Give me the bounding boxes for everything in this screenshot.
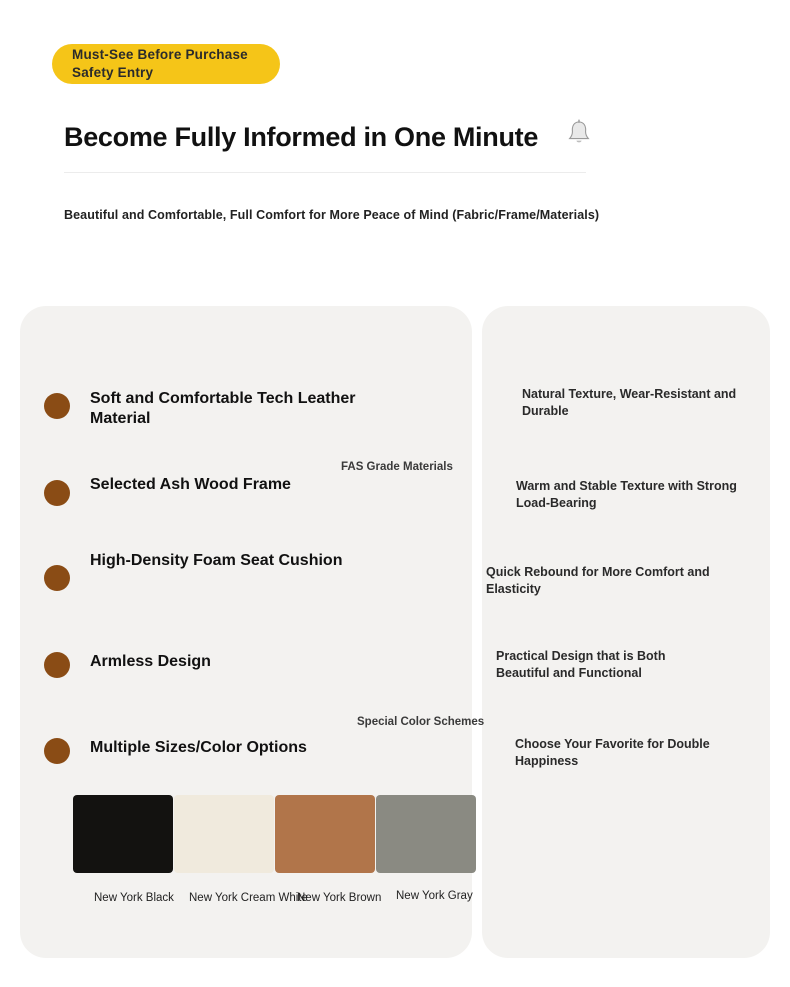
color-swatch[interactable]	[275, 795, 375, 873]
feature-bullet-3	[44, 565, 70, 591]
feature-desc-4: Practical Design that is Both Beautiful and Functional	[496, 649, 666, 680]
feature-title-4: Armless Design	[90, 653, 211, 670]
color-swatch-label: New York Cream White	[189, 892, 308, 904]
feature-bullet-2	[44, 480, 70, 506]
color-swatch[interactable]	[73, 795, 173, 873]
headline-divider	[64, 172, 586, 173]
color-swatch-label: New York Brown	[297, 892, 382, 904]
feature-note-2: FAS Grade Materials	[341, 461, 453, 473]
feature-note-5: Special Color Schemes	[357, 716, 485, 728]
feature-desc-2: Warm and Stable Texture with Strong Load-Bearing	[516, 479, 737, 510]
feature-desc-3: Quick Rebound for More Comfort and Elasticity	[486, 565, 710, 596]
color-swatch[interactable]	[376, 795, 476, 873]
color-swatch-label: New York Gray	[396, 890, 473, 902]
feature-title-2: Selected Ash Wood Frame	[90, 476, 291, 493]
badge-line-1: Must-See Before Purchase	[72, 46, 248, 62]
must-see-badge	[52, 44, 280, 84]
feature-bullet-1	[44, 393, 70, 419]
feature-title-1: Soft and Comfortable Tech Leather Material	[90, 390, 356, 427]
page-title: Become Fully Informed in One Minute	[64, 122, 539, 152]
feature-title-5: Multiple Sizes/Color Options	[90, 739, 307, 756]
color-swatch[interactable]	[174, 795, 274, 873]
subtitle: Beautiful and Comfortable, Full Comfort for More Peace of Mind (Fabric/Frame/Materials)	[64, 208, 600, 222]
bell-icon	[566, 118, 592, 148]
feature-desc-1: Natural Texture, Wear-Resistant and Durable	[522, 387, 737, 418]
badge-line-2: Safety Entry	[72, 65, 154, 80]
feature-bullet-4	[44, 652, 70, 678]
feature-title-3: High-Density Foam Seat Cushion	[90, 552, 343, 569]
feature-desc-5: Choose Your Favorite for Double Happiness	[515, 737, 710, 768]
feature-bullet-5	[44, 738, 70, 764]
color-swatch-label: New York Black	[94, 892, 174, 904]
